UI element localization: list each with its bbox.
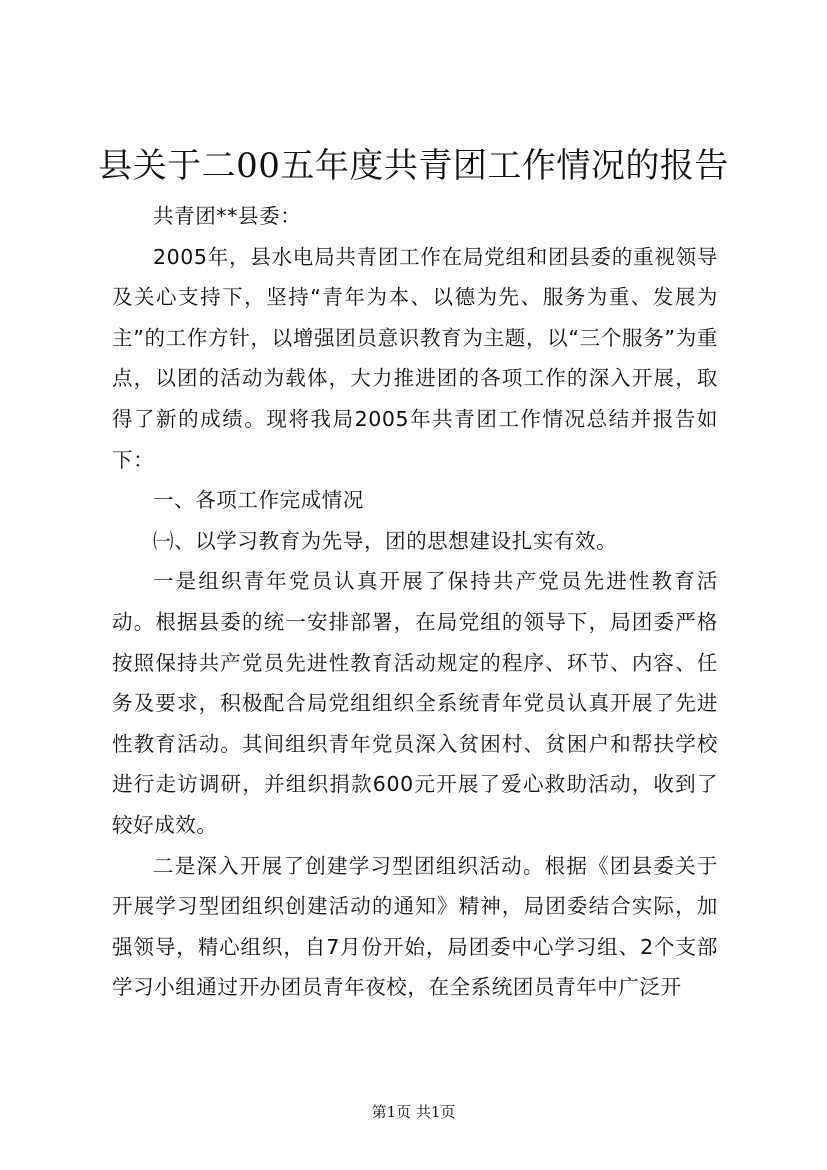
paragraph-item-two: 二是深入开展了创建学习型团组织活动。根据《团县委关于开展学习型团组织创建活动的通知》精神，局团委结合实际，加强领导，精心组织，自7月份开始，局团委中心学习组、2个支部学习小组通过开办团员青年夜校，在全系统团员青年中广泛开 [112, 853, 718, 1000]
subsection-heading: ㈠、以学习教育为先导，团的思想建设扎实有效。 [153, 528, 618, 553]
section-heading: 一、各项工作完成情况 [153, 488, 364, 513]
paragraph-item-one: 一是组织青年党员认真开展了保持共产党员先进性教育活动。根据县委的统一安排部署，在局党组的领导下，局团委严格按照保持共产党员先进性教育活动规定的程序、环节、内容、任务及要求，积极配合局党组组织全系统青年党员认真开展了先进性教育活动。其间组织青年党员深入贫困村、贫困户和帮扶学校进行走访调研，并组织捐款600元开展了爱心救助活动，收到了较好成效。 [112, 569, 718, 837]
paragraph-intro: 2005年，县水电局共青团工作在局党组和团县委的重视领导及关心支持下，坚持“青年为本、以德为先、服务为重、发展为主”的工作方针，以增强团员意识教育为主题，以“三个服务”为重点，以团的活动为载体，大力推进团的各项工作的深入开展，取得了新的成绩。现将我局2005年共青团工作情况总结并报告如下： [112, 244, 718, 472]
document-body [112, 196, 718, 1008]
salutation: 共青团**县委： [153, 204, 302, 228]
document-title: 县关于二00五年度共青团工作情况的报告 [98, 146, 729, 186]
page-footer: 第1页 共1页 [371, 1103, 456, 1121]
